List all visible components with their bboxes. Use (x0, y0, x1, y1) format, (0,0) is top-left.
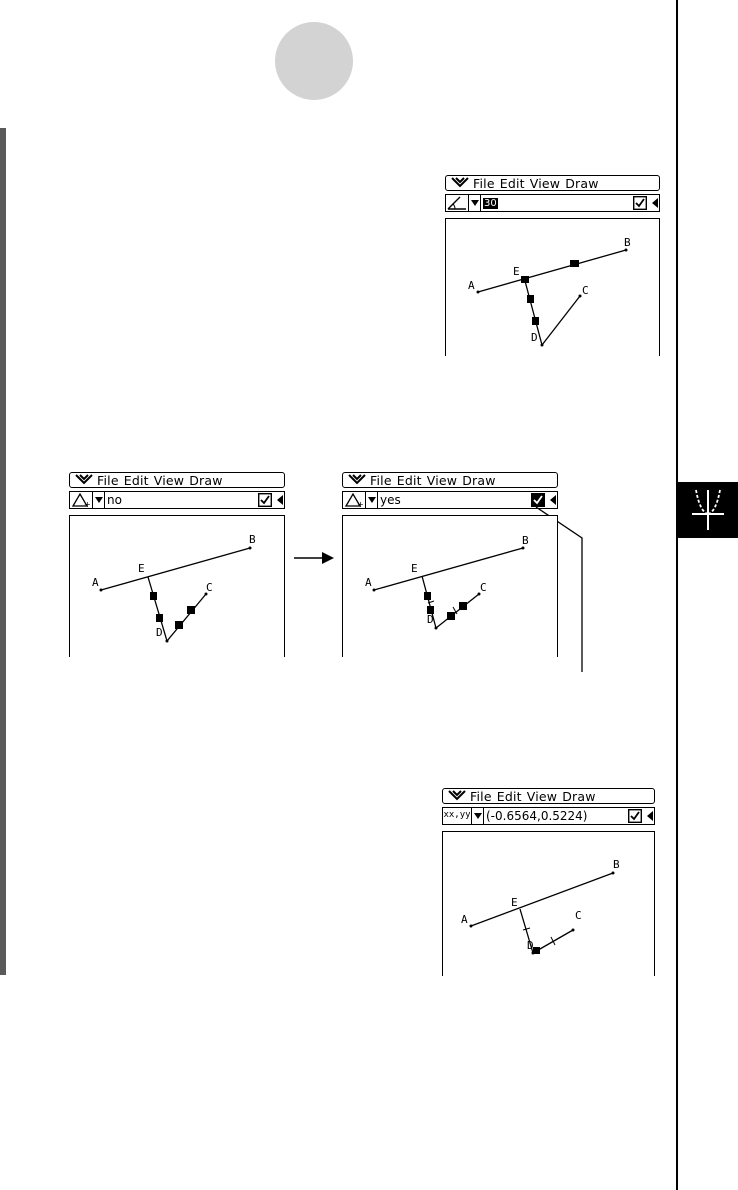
menu-chevron-icon[interactable] (447, 790, 467, 802)
menu-file[interactable]: File (473, 175, 495, 191)
drawing-area[interactable] (442, 831, 655, 976)
menu-edit[interactable]: Edit (496, 788, 522, 804)
point-label-a: A (468, 279, 475, 292)
menu-draw[interactable]: Draw (462, 472, 496, 488)
point-label-c: C (582, 284, 589, 297)
geometry-drawing (443, 832, 653, 977)
angle-tool-icon[interactable] (445, 194, 469, 212)
measurement-field[interactable] (105, 491, 285, 509)
drawing-area[interactable] (445, 218, 660, 356)
tool-dropdown-button[interactable] (366, 491, 378, 509)
menu-chevron-icon[interactable] (347, 474, 367, 486)
checkbox-icon[interactable] (258, 493, 274, 507)
tool-dropdown-button[interactable] (469, 194, 481, 212)
point-label-b: B (249, 533, 256, 546)
toolbar (442, 807, 655, 825)
section-margin-bar (0, 128, 6, 975)
point-label-c: C (206, 581, 213, 594)
drawing-area[interactable] (69, 515, 285, 657)
menu-file[interactable]: File (97, 472, 119, 488)
menu-view[interactable]: View (529, 175, 561, 191)
checkbox-checked-icon[interactable] (531, 493, 547, 507)
menu-bar (445, 175, 660, 191)
menu-draw[interactable]: Draw (189, 472, 223, 488)
menu-bar (442, 788, 655, 804)
point-label-b: B (522, 534, 529, 547)
menu-bar (69, 472, 285, 488)
toolbar (69, 491, 285, 509)
menu-view[interactable]: View (153, 472, 185, 488)
screen-yes (342, 472, 558, 657)
right-arrow-icon (294, 552, 334, 564)
screen-no (69, 472, 285, 657)
point-label-d: D (427, 613, 434, 626)
graph-chapter-icon (690, 488, 726, 532)
menu-draw[interactable]: Draw (565, 175, 599, 191)
checkbox-icon[interactable] (633, 196, 649, 210)
point-label-c: C (575, 909, 582, 922)
chapter-tab (678, 482, 738, 538)
point-label-e: E (138, 562, 145, 575)
measurement-value: (-0.6564,0.5224) (486, 809, 588, 823)
menu-edit[interactable]: Edit (499, 175, 525, 191)
menu-view[interactable]: View (426, 472, 458, 488)
point-label-b: B (624, 236, 631, 249)
point-label-e: E (411, 562, 418, 575)
left-arrow-icon[interactable] (646, 811, 654, 821)
geometry-drawing (70, 516, 283, 658)
menu-bar (342, 472, 558, 488)
toolbar (445, 194, 660, 212)
coordinate-tool-label: xx,yy (443, 810, 471, 820)
page-margin-rule (676, 0, 678, 1190)
point-label-a: A (92, 576, 99, 589)
tool-dropdown-button[interactable] (472, 807, 484, 825)
svg-text:+: + (357, 500, 364, 508)
measurement-field[interactable] (484, 807, 655, 825)
drawing-area[interactable] (342, 515, 558, 657)
tool-dropdown-button[interactable] (93, 491, 105, 509)
geometry-drawing (343, 516, 556, 658)
toolbar (342, 491, 558, 509)
point-label-e: E (513, 265, 520, 278)
left-arrow-icon[interactable] (549, 495, 557, 505)
menu-chevron-icon[interactable] (450, 177, 470, 189)
menu-file[interactable]: File (470, 788, 492, 804)
measurement-value: 30 (484, 197, 497, 209)
geometry-drawing (446, 219, 658, 357)
measurement-field[interactable] (378, 491, 558, 509)
point-label-e: E (511, 896, 518, 909)
congruent-tool-icon[interactable] (69, 491, 93, 509)
measurement-field[interactable] (481, 194, 660, 212)
coordinate-tool-icon[interactable] (442, 807, 472, 825)
congruent-tool-icon[interactable] (342, 491, 366, 509)
menu-view[interactable]: View (526, 788, 558, 804)
page-tab-circle (275, 22, 353, 100)
menu-draw[interactable]: Draw (562, 788, 596, 804)
screen-top (445, 175, 660, 356)
point-label-c: C (480, 581, 487, 594)
menu-chevron-icon[interactable] (74, 474, 94, 486)
menu-edit[interactable]: Edit (123, 472, 149, 488)
point-label-a: A (365, 576, 372, 589)
checkbox-icon[interactable] (628, 809, 644, 823)
screen-bottom (442, 788, 655, 976)
point-label-b: B (613, 858, 620, 871)
menu-edit[interactable]: Edit (396, 472, 422, 488)
left-arrow-icon[interactable] (276, 495, 284, 505)
point-label-d: D (531, 331, 538, 344)
menu-file[interactable]: File (370, 472, 392, 488)
point-label-a: A (461, 913, 468, 926)
measurement-value: yes (380, 493, 401, 507)
point-label-d: D (527, 939, 534, 952)
svg-text:+: + (84, 500, 91, 508)
measurement-value: no (107, 493, 122, 507)
point-label-d: D (156, 626, 163, 639)
left-arrow-icon[interactable] (651, 198, 659, 208)
